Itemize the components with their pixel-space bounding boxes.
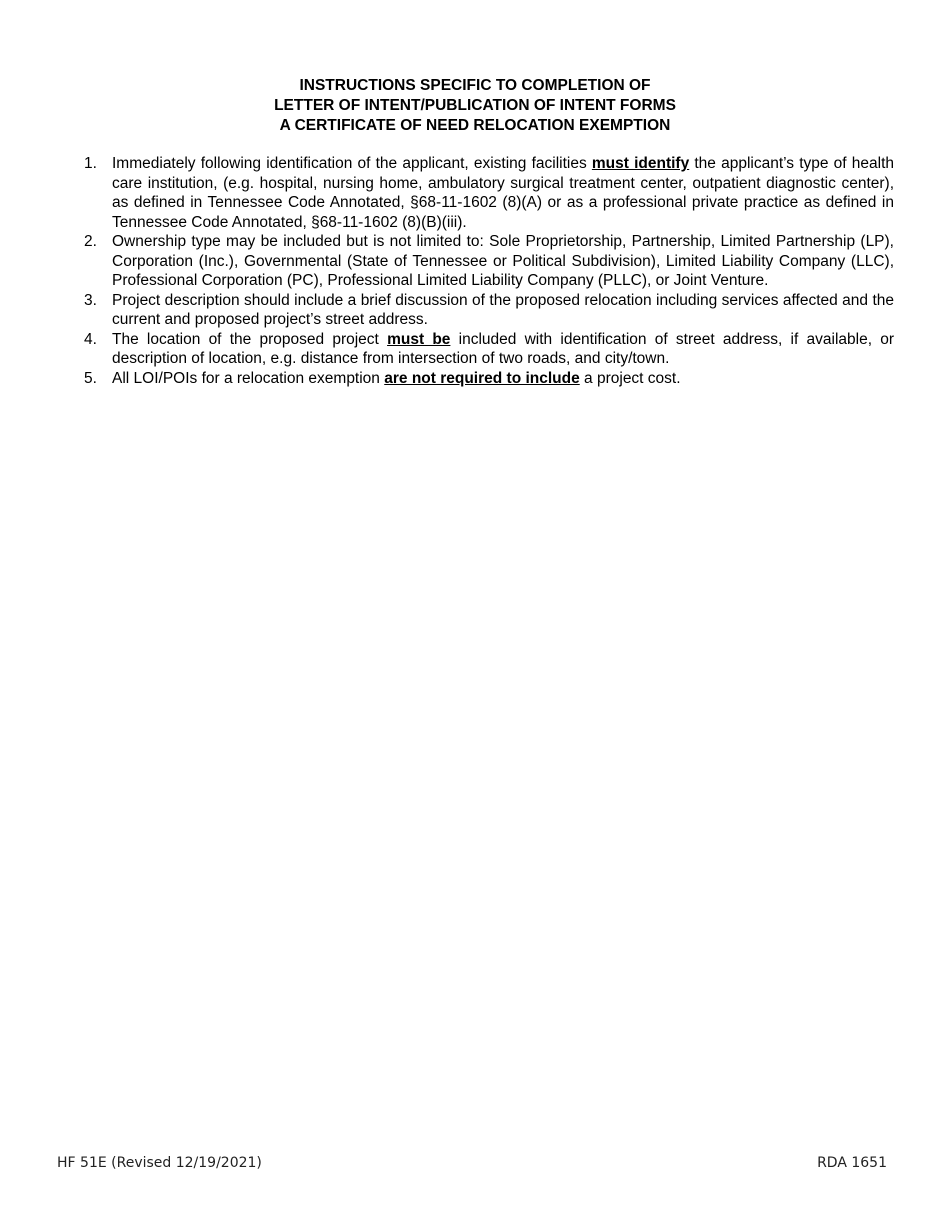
- footer-rda-number: RDA 1651: [817, 1155, 887, 1171]
- instructions-list: [84, 154, 894, 388]
- item-text: The location of the proposed project: [112, 330, 388, 348]
- item-text: Project description should include a brief discussion of the proposed relocation including services affected and the current and proposed project’s street address.: [112, 291, 894, 328]
- item-emphasis: must be: [387, 330, 451, 348]
- instruction-item-1: [84, 154, 894, 232]
- item-number: 4.: [84, 330, 97, 348]
- item-number: 3.: [84, 291, 97, 309]
- document-title: [0, 76, 950, 136]
- item-text: Ownership type may be included but is not limited to: Sole Proprietorship, Partnership, Limited Partnership (LP), Corporation (Inc.), Governmental (State of Tennessee or Political Subdivision), Limited Liability Company (LLC), Professional Corporation (PC), Professional Limited Liability Company (PLLC), or Joint Venture.: [112, 233, 894, 289]
- instruction-item-3: [84, 291, 894, 330]
- instruction-item-5: [84, 369, 894, 389]
- item-emphasis: are not required to include: [384, 369, 580, 387]
- item-text-continued: the applicant’s type of health care institution, (e.g. hospital, nursing home, ambulatory surgical treatment center, outpatient diagnostic center), as defined in Tennessee Code Annotated, §68-11-1602 (8)(A) or as a professional private practice as defined in Tennessee Code Annotated, §68-11-1602 (8)(B)(iii).: [112, 155, 894, 231]
- footer-form-id: HF 51E (Revised 12/19/2021): [57, 1155, 262, 1171]
- item-text-continued: a project cost.: [579, 369, 681, 387]
- title-line-1: INSTRUCTIONS SPECIFIC TO COMPLETION OF: [299, 77, 651, 94]
- item-text-continued: included with identification of street address, if available, or description of location, e.g. distance from intersection of two roads, and city/town.: [112, 330, 895, 367]
- instruction-item-2: [84, 232, 894, 291]
- item-number: 5.: [84, 369, 97, 387]
- item-text: Immediately following identification of the applicant, existing facilities: [112, 155, 592, 172]
- item-emphasis: must identify: [591, 155, 690, 172]
- item-number: 2.: [84, 233, 97, 250]
- item-number: 1.: [84, 155, 97, 172]
- title-line-3: A CERTIFICATE OF NEED RELOCATION EXEMPTION: [279, 117, 671, 134]
- item-text: All LOI/POIs for a relocation exemption: [112, 369, 385, 387]
- instruction-item-4: [84, 330, 894, 369]
- title-line-2: LETTER OF INTENT/PUBLICATION OF INTENT FORMS: [274, 97, 676, 114]
